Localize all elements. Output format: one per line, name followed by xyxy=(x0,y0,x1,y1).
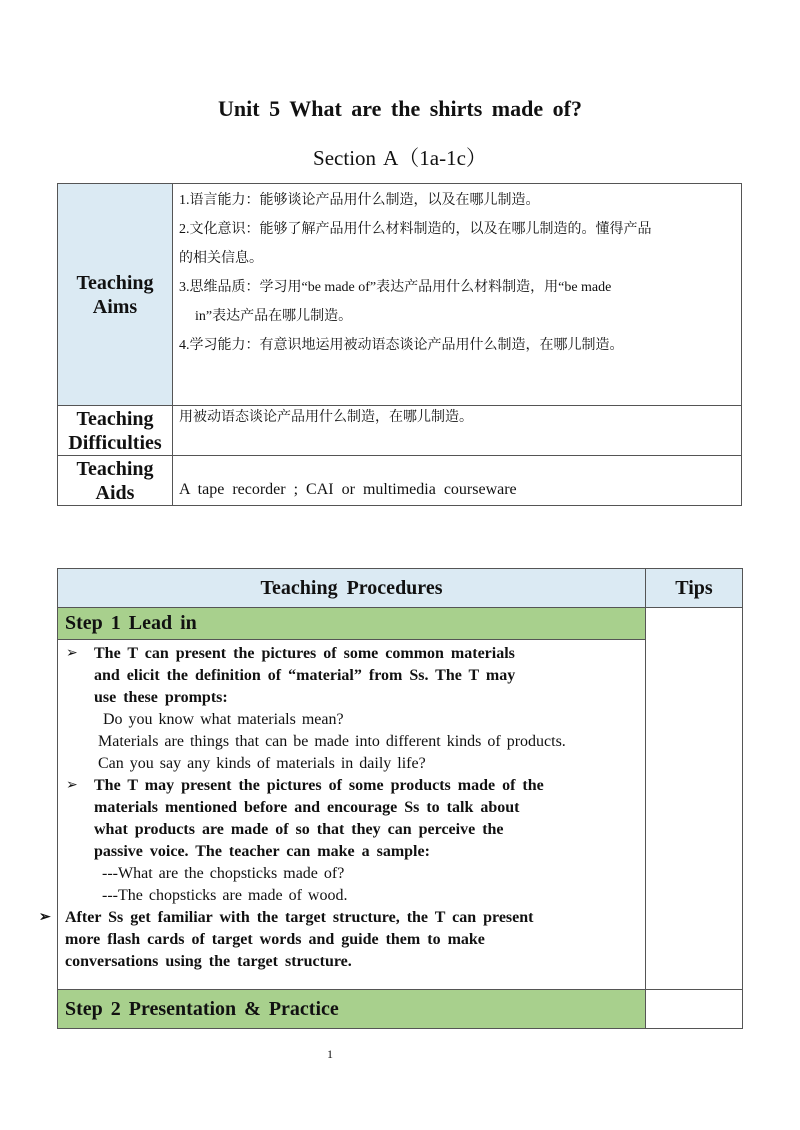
text-line: use these prompts: xyxy=(94,689,228,706)
teaching-difficulties-label xyxy=(58,406,173,456)
bullet-arrow-icon: ➢ xyxy=(39,910,51,925)
teaching-aims-label xyxy=(58,184,173,406)
aim-line: 4.学习能力：有意识地运用被动语态谈论产品用什么制造，在哪儿制造。 xyxy=(179,338,624,353)
text-line: and elicit the definition of “material” from Ss. The T may xyxy=(94,667,516,684)
prompt-line: Materials are things that can be made into different kinds of products. xyxy=(98,733,566,750)
text-line: conversations using the target structure. xyxy=(65,953,352,970)
teaching-difficulties-content: 用被动语态谈论产品用什么制造，在哪儿制造。 xyxy=(173,406,742,456)
teaching-procedures-table xyxy=(39,568,743,1029)
step-1-body xyxy=(39,640,646,990)
bullet-item xyxy=(58,775,645,863)
teaching-aids-label xyxy=(58,456,173,506)
text-line: The T may present the pictures of some products made of the xyxy=(94,777,544,794)
teaching-aids-content: A tape recorder ; CAI or multimedia courseware xyxy=(173,456,742,506)
bullet-item xyxy=(58,643,645,709)
label-line: Difficulties xyxy=(68,431,162,454)
aim-line: 的相关信息。 xyxy=(179,251,263,266)
step-2-heading: Step 2 Presentation & Practice xyxy=(58,990,646,1029)
teaching-overview-table xyxy=(57,183,742,506)
prompt-line: Do you know what materials mean? xyxy=(103,711,344,728)
text-line: what products are made of so that they can perceive the xyxy=(94,821,504,838)
sample-line: ---The chopsticks are made of wood. xyxy=(102,887,348,904)
step-1-heading: Step 1 Lead in xyxy=(58,608,646,640)
aim-line: in”表达产品在哪儿制造。 xyxy=(195,309,353,324)
text-line: After Ss get familiar with the target structure, the T can present xyxy=(65,909,534,926)
label-line: Teaching xyxy=(76,271,154,294)
aim-line: 3.思维品质：学习用“be made of”表达产品用什么材料制造，用“be made xyxy=(179,280,612,295)
page-number: 1 xyxy=(327,1047,333,1061)
aim-line: 2.文化意识：能够了解产品用什么材料制造的，以及在哪儿制造的。懂得产品 xyxy=(179,222,652,237)
text-line: materials mentioned before and encourage Ss to talk about xyxy=(94,799,520,816)
label-line: Aids xyxy=(95,481,135,504)
tips-cell xyxy=(646,990,743,1029)
teaching-aims-content xyxy=(173,184,742,406)
bullet-item xyxy=(39,907,645,973)
document-title: Unit 5 What are the shirts made of? xyxy=(218,96,582,121)
label-line: Teaching xyxy=(76,457,154,480)
text-line: passive voice. The teacher can make a sample: xyxy=(94,843,430,860)
sample-line: ---What are the chopsticks made of? xyxy=(102,865,345,882)
label-line: Teaching xyxy=(76,407,154,430)
label-line: Aims xyxy=(92,295,138,318)
bullet-arrow-icon: ➢ xyxy=(66,646,78,661)
document-subtitle: Section A（1a-1c） xyxy=(313,146,487,170)
tips-header: Tips xyxy=(646,569,743,608)
aim-line: 1.语言能力：能够谈论产品用什么制造，以及在哪儿制造。 xyxy=(179,193,540,208)
text-line: The T can present the pictures of some common materials xyxy=(94,645,515,662)
procedures-header: Teaching Procedures xyxy=(58,569,646,608)
prompt-line: Can you say any kinds of materials in daily life? xyxy=(98,755,426,772)
bullet-arrow-icon: ➢ xyxy=(66,778,78,793)
text-line: more flash cards of target words and guide them to make xyxy=(65,931,485,948)
tips-cell xyxy=(646,608,743,990)
